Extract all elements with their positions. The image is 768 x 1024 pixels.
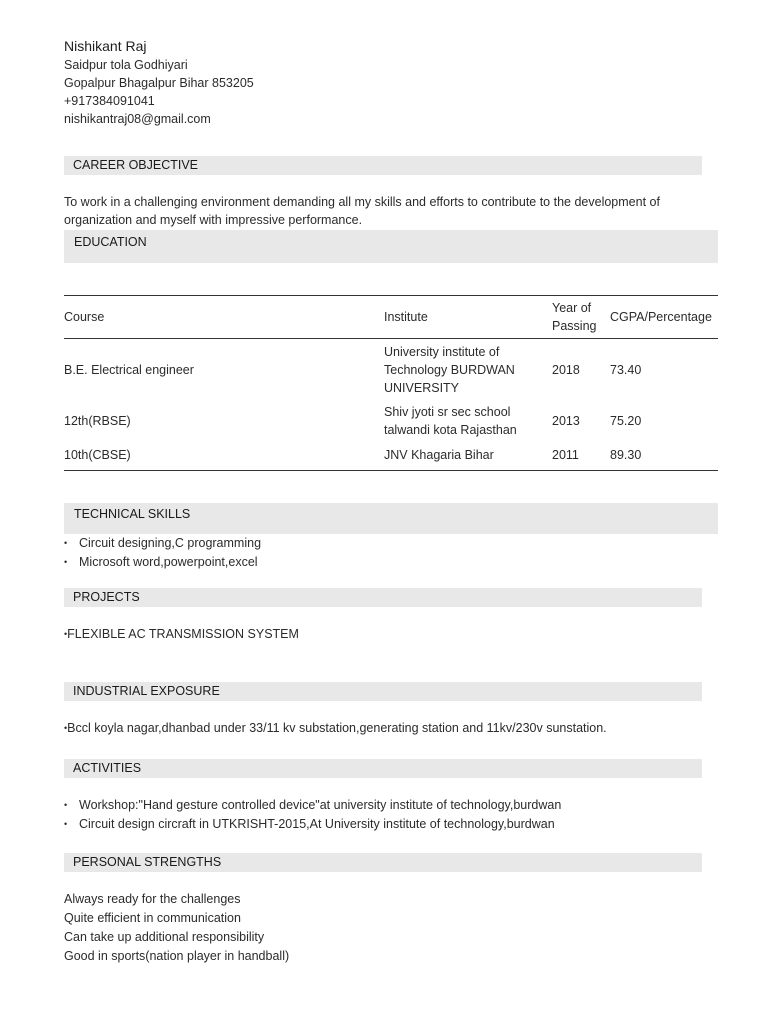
project-item (64, 627, 299, 641)
phone-number: +917384091041 (64, 94, 155, 108)
education-header (64, 230, 718, 263)
year-header-line-2: Passing (552, 319, 597, 333)
column-header-cgpa: CGPA/Percentage (610, 310, 712, 324)
personal-strengths-list (64, 890, 289, 966)
technical-skills-header (64, 503, 718, 534)
email-address: nishikantraj08@gmail.com (64, 112, 211, 126)
institute-line: Shiv jyoti sr sec school (384, 404, 511, 419)
score-cell: 75.20 (610, 413, 642, 428)
list-item-text: Circuit designing,C programming (79, 536, 262, 550)
project-item-text: FLEXIBLE AC TRANSMISSION SYSTEM (67, 627, 299, 641)
institute-line: Technology BURDWAN (384, 362, 515, 377)
list-item: Good in sports(nation player in handball) (64, 949, 290, 963)
address-line-1: Saidpur tola Godhiyari (64, 58, 188, 72)
career-objective-text (64, 193, 714, 229)
bullet-icon: • (64, 557, 68, 567)
personal-strengths-header (64, 853, 702, 872)
course-cell: 10th(CBSE) (64, 448, 131, 463)
career-objective-title: CAREER OBJECTIVE (73, 158, 199, 172)
year-cell: 2011 (552, 448, 579, 463)
year-cell: 2013 (552, 413, 580, 428)
table-row (64, 441, 718, 471)
institute-line: JNV Khagaria Bihar (384, 448, 494, 463)
column-header-institute: Institute (384, 310, 428, 324)
industrial-exposure-title: INDUSTRIAL EXPOSURE (73, 684, 220, 698)
industrial-exposure-item (64, 721, 607, 735)
score-cell: 73.40 (610, 362, 642, 377)
career-objective-line-2: organization and myself with impressive performance. (64, 213, 363, 227)
course-cell: B.E. Electrical engineer (64, 362, 194, 377)
bullet-icon: • (64, 538, 68, 548)
education-title: EDUCATION (74, 235, 147, 249)
industrial-exposure-text: Bccl koyla nagar,dhanbad under 33/11 kv substation,generating station and 11kv/230v sunstation. (67, 721, 607, 735)
activities-title: ACTIVITIES (73, 761, 142, 775)
institute-line: UNIVERSITY (384, 380, 460, 395)
year-cell: 2018 (552, 362, 580, 377)
bullet-icon: • (64, 723, 68, 733)
education-table (64, 295, 718, 471)
year-header-line-1: Year of (552, 301, 592, 315)
institute-cell (384, 441, 552, 471)
course-cell: 12th(RBSE) (64, 413, 131, 428)
projects-header (64, 588, 702, 607)
list-item-text: Circuit design circraft in UTKRISHT-2015,At University institute of technology,burdwan (79, 817, 555, 831)
bullet-icon: • (64, 819, 68, 829)
career-objective-header (64, 156, 702, 175)
table-row (64, 339, 718, 401)
technical-skills-title: TECHNICAL SKILLS (74, 507, 191, 521)
institute-line: University institute of (384, 344, 500, 359)
table-row (64, 401, 718, 441)
column-header-year (552, 296, 610, 339)
candidate-name: Nishikant Raj (64, 38, 147, 54)
education-table-header-row (64, 296, 718, 339)
score-cell: 89.30 (610, 448, 642, 463)
list-item: Quite efficient in communication (64, 911, 241, 925)
projects-title: PROJECTS (73, 590, 140, 604)
institute-cell (384, 401, 552, 441)
industrial-exposure-header (64, 682, 702, 701)
activities-header (64, 759, 702, 778)
list-item-text: Workshop:"Hand gesture controlled device"at university institute of technology,burdwan (79, 798, 562, 812)
list-item-text: Microsoft word,powerpoint,excel (79, 555, 258, 569)
list-item: Always ready for the challenges (64, 892, 241, 906)
list-item: Can take up additional responsibility (64, 930, 265, 944)
column-header-course: Course (64, 310, 105, 324)
address-line-2: Gopalpur Bhagalpur Bihar 853205 (64, 76, 254, 90)
career-objective-line-1: To work in a challenging environment demanding all my skills and efforts to contribute to the development of (64, 195, 660, 209)
bullet-icon: • (64, 800, 68, 810)
bullet-icon: • (64, 629, 68, 639)
institute-line: talwandi kota Rajasthan (384, 422, 517, 437)
personal-strengths-title: PERSONAL STRENGTHS (73, 855, 222, 869)
institute-cell (384, 339, 552, 401)
